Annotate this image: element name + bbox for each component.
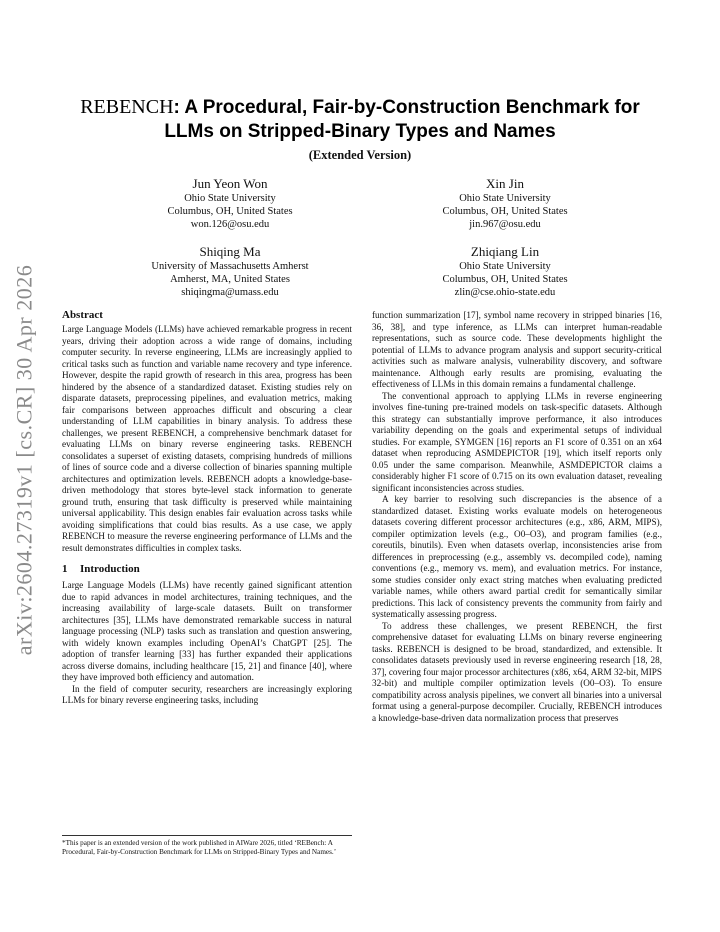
arxiv-identifier: arXiv:2604.27319v1 [cs.CR] 30 Apr 2026 (11, 264, 36, 656)
author-location: Columbus, OH, United States (442, 206, 568, 217)
left-column (62, 308, 352, 707)
author-location: Columbus, OH, United States (442, 274, 568, 285)
title-line-1: : A Procedural, Fair-by-Construction Benchmark for (173, 97, 640, 118)
author-affiliation: Ohio State University (459, 261, 551, 272)
body-paragraph: To address these challenges, we present REBENCH, the first comprehensive dataset for evaluating LLMs on binary reverse engineering tasks. REBENCH is designed to be broad, standardized, and extensible. It consolidates datasets previously used in reverse engineering research [18, 28, 37], covering four major processor architectures (x86, x64, ARM 32-bit, MIPS 32-bit) and multiple compiler optimization levels (O0–O3). To ensure compatibility across analysis pipelines, we convert all binaries into a universal format using a general-purpose decompiler. Crucially, REBENCH introduces a knowledge-base-driven data normalization process that preserves (372, 620, 662, 723)
title-rebench: REBENCH (80, 96, 174, 118)
arxiv-sidebar (4, 240, 44, 680)
paper-subtitle: (Extended Version) (308, 148, 412, 162)
author-block (375, 175, 635, 231)
body-paragraph: function summarization [17], symbol name recovery in stripped binaries [16, 36, 38], and type inference, as LLMs can interpret human-readable representations, such as source code. These developments highlight the potential of LLMs to advance program analysis and support security-critical activities such as malware analysis, vulnerability discovery, and software maintenance. Although early results are promising, evaluating the effectiveness of LLMs in this domain remains a fundamental challenge. (372, 310, 662, 389)
title-line-2: LLMs on Stripped-Binary Types and Names (164, 121, 556, 142)
author-location: Columbus, OH, United States (167, 206, 293, 217)
author-block (100, 243, 360, 299)
footnote: *This paper is an extended version of the work published in AIWare 2026, titled ‘REBench: A Procedural, Fair-by-Construction Benchmark for LLMs on Stripped-Binary Types and Names.’ (62, 835, 352, 857)
intro-paragraph: In the field of computer security, researchers are increasingly exploring LLMs for binary reverse engineering tasks, including (62, 683, 352, 705)
section-number: 1 (62, 563, 68, 575)
author-email: shiqingma@umass.edu (181, 287, 279, 298)
author-name: Shiqing Ma (199, 244, 261, 259)
author-location: Amherst, MA, United States (170, 274, 290, 285)
author-affiliation: Ohio State University (184, 193, 276, 204)
right-column (372, 310, 662, 724)
author-email: jin.967@osu.edu (469, 219, 541, 230)
body-paragraph: A key barrier to resolving such discrepancies is the absence of a standardized dataset. Existing works evaluate models on heterogeneous datasets covering different processor architectures (e.g., x86, ARM, MIPS), compiler optimization levels (e.g., O0–O3), and program families (e.g., coreutils, binutils). Even when datasets overlap, inconsistencies arise from differences in preprocessing (e.g., assembly vs. decompiled code), naming conventions (e.g., memory vs. mem), and evaluation metrics. For instance, some studies consider only exact string matches when evaluating predicted variable names, while others award partial credit for semantically similar predictions. This lack of consistency prevents the community from fairly and systematically assessing progress. (372, 494, 662, 619)
author-affiliation: University of Massachusetts Amherst (151, 261, 309, 272)
author-name: Zhiqiang Lin (470, 244, 540, 259)
author-email: won.126@osu.edu (190, 219, 270, 230)
author-name: Jun Yeon Won (192, 176, 268, 191)
section-title: Introduction (80, 563, 140, 575)
intro-paragraph: Large Language Models (LLMs) have recently gained significant attention due to rapid advances in model architectures, training techniques, and the increasing availability of large-scale datasets. Built on transformer architectures [35], LLMs have demonstrated remarkable success in natural language processing (NLP) tasks such as translation and question answering, with widely known examples including OpenAI’s ChatGPT [25]. The adoption of transfer learning [33] has further expanded their applications across diverse domains, including healthcare [15, 21] and finance [40], where they have improved both efficiency and automation. (62, 580, 352, 682)
author-block (375, 243, 635, 299)
abstract-text: Large Language Models (LLMs) have achieved remarkable progress in recent years, driving their adoption across a wide range of domains, including computer security. In reverse engineering, LLMs are increasingly applied to critical tasks such as function and variable name recovery and type inference. However, despite the rapid growth of research in this area, progress has been hindered by the absence of a standardized dataset. Existing studies rely on disparate datasets, preprocessing pipelines, and evaluation metrics, making fair comparisons between approaches difficult and obscuring a clear understanding of LLM capabilities in binary analysis. To address these challenges, we present REBENCH, a comprehensive benchmark dataset for evaluating LLMs on binary reverse engineering tasks. REBENCH consolidates a superset of existing datasets, comprising hundreds of millions of lines of source code and a diverse collection of binaries spanning multiple architectures and optimization levels. REBENCH adopts a knowledge-base-driven methodology that stores byte-level stack information to generate ground truth, ensuring that task difficulty is preserved while maintaining universal applicability. This design enables fair evaluation across tasks while avoiding simplifications that could bias results. As a use case, we apply REBENCH to measure the reverse engineering performance of LLMs and the result demonstrates difficulties in complex tasks. (62, 324, 352, 553)
body-paragraph: The conventional approach to applying LLMs in reverse engineering involves fine-tuning pre-trained models on task-specific datasets. Although this strategy can substantially improve performance, it also introduces variability depending on the goals and experimental setups of individual studies. For example, SYMGEN [16] reports an F1 score of 0.351 on an x64 dataset when reproducing ASMDEPICTOR [19], which itself reports only 0.05 under the same comparison. Meanwhile, ASMDEPICTOR claims a considerably higher F1 score of 0.715 on its own evaluation dataset, revealing significant inconsistencies across studies. (372, 390, 662, 493)
author-name: Xin Jin (486, 176, 524, 191)
author-email: zlin@cse.ohio-state.edu (454, 287, 556, 298)
author-affiliation: Ohio State University (459, 193, 551, 204)
paper-title (60, 95, 660, 144)
section-heading-introduction (62, 562, 352, 576)
abstract-heading: Abstract (62, 309, 103, 321)
author-block (100, 175, 360, 231)
